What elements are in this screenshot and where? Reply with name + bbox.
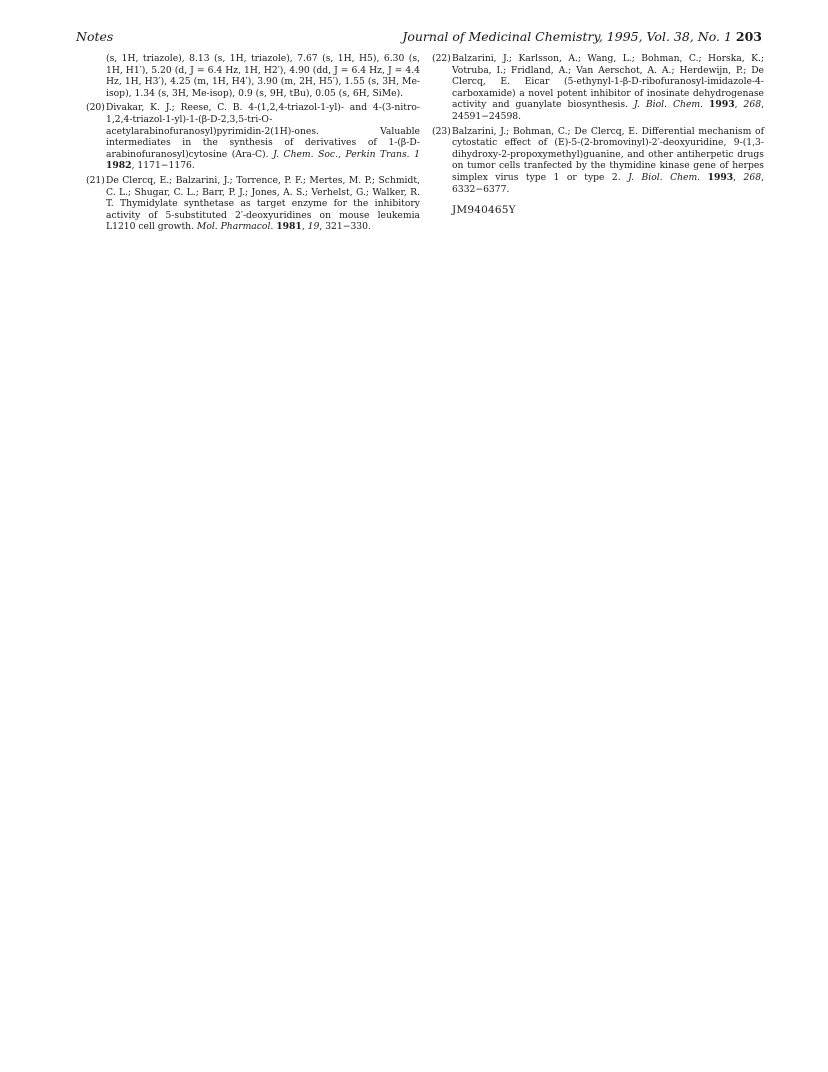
running-header <box>76 29 762 45</box>
reference-volume: 268 <box>743 99 762 111</box>
reference-journal: J. Chem. Soc., Perkin Trans. 1 <box>273 148 420 160</box>
reference-number: (20) <box>86 102 105 114</box>
reference-number: (22) <box>432 53 451 64</box>
reference-year: 1993 <box>709 99 735 111</box>
reference-year: 1993 <box>707 171 734 183</box>
reference-22: (22) Balzarini, J.; Karlsson, A.; Wang, L.; Bohman, C.; Horska, K.; Votruba, I.; Fridland, A.; Van Aerschot, A. A.; Herdewijn, P.; De Clercq, E. Eicar (5-ethynyl-1-β-D-ribofuranosyl-imidazole-4-carboxamide) a novel potent inhibitor of inosinate dehydrogenase activity and guanylate biosynthesis. J. Biol. Chem. 1993, 268, 24591−24598. <box>432 53 765 122</box>
reference-21: (21) De Clercq, E.; Balzarini, J.; Torrence, P. F.; Mertes, M. P.; Schmidt, C. L.; Shugar, C. L.; Barr, P. J.; Jones, A. S.; Verhelst, G.; Walker, R. T. Thymidylate synthetase as target enzyme for the inhibitory activity of 5-substituted 2′-deoxyuridines on mouse leukemia L1210 cell growth. Mol. Pharmacol. 1981, 19, 321−330. <box>86 174 420 233</box>
section-label: Notes <box>76 29 114 44</box>
reference-text: (s, 1H, triazole), 8.13 (s, 1H, triazole), 7.67 (s, 1H, H5), 6.30 (s, 1H, H1′), 5.20 (d, J = 6.4 Hz, 1H, H2′), 4.90 (dd, J = 6.4 Hz, J = 4.4 Hz, 1H, H3′), 4.25 (m, 1H, H4′), 3.90 (m, 2H, H5′), 1.55 (s, 3H, Me-isop), 1.34 (s, 3H, Me-isop), 0.9 (s, 9H, tBu), 0.05 (s, 6H, SiMe). <box>106 53 420 99</box>
reference-year: 1981 <box>276 221 302 233</box>
right-column <box>432 53 764 217</box>
reference-pages: , 6332−6377. <box>452 171 764 195</box>
manuscript-id: JM940465Y <box>452 204 516 217</box>
reference-continuation <box>86 53 420 99</box>
reference-authors-title: Balzarini, J.; Bohman, C.; De Clercq, E. Differential mechanism of cytostatic effect of (E)-5-(2-bromovinyl)-2′-deoxyuridine, 9-(1,3-dihydroxy-2-propoxymethyl)guanine, and other antiherpetic drugs on tumor cells tranfected by the thymidine kinase gene of herpes simplex virus type 1 or type 2. <box>452 125 764 183</box>
reference-year: 1982 <box>106 160 132 172</box>
reference-authors-title: Balzarini, J.; Karlsson, A.; Wang, L.; Bohman, C.; Horska, K.; Votruba, I.; Fridland, A.; Van Aerschot, A. A.; Herdewijn, P.; De Clercq, E. Eicar (5-ethynyl-1-β-D-ribofuranosyl-imidazole-4-carboxamide) a novel potent inhibitor of inosinate dehydrogenase activity and guanylate biosynthesis. <box>452 53 764 111</box>
journal-name: Journal of Medicinal Chemistry, 1995, Vol. 38, No. 1 <box>402 29 732 44</box>
reference-volume: 19 <box>307 221 320 233</box>
reference-authors-title: De Clercq, E.; Balzarini, J.; Torrence, P. F.; Mertes, M. P.; Schmidt, C. L.; Shugar, C. L.; Barr, P. J.; Jones, A. S.; Verhelst, G.; Walker, R. T. Thymidylate synthetase as target enzyme for the inhibitory activity of 5-substituted 2′-deoxyuridines on mouse leukemia L1210 cell growth. <box>106 174 420 233</box>
reference-number: (23) <box>432 125 451 137</box>
reference-pages: , 1171−1176. <box>131 160 195 172</box>
reference-pages: , 321−330. <box>319 221 371 233</box>
journal-citation <box>402 29 762 44</box>
page-number: 203 <box>735 29 762 44</box>
reference-volume: 268 <box>743 171 762 183</box>
reference-journal: J. Biol. Chem. <box>634 99 704 111</box>
reference-pages: , 24591−24598. <box>452 99 765 122</box>
reference-number: (21) <box>86 174 105 186</box>
reference-authors-title: Divakar, K. J.; Reese, C. B. 4-(1,2,4-triazol-1-yl)- and 4-(3-nitro-1,2,4-triazol-1-yl)-1-(β-D-2,3,5-tri-O-acetylarabinofuranosyl)pyrimidin-2(1H)-ones. Valuable intermediates in the synthesis of derivatives of 1-(β-D-arabinofuranosyl)cytosine (Ara-C). <box>106 102 420 160</box>
left-column <box>86 53 420 236</box>
reference-journal: J. Biol. Chem. <box>628 171 701 183</box>
reference-journal: Mol. Pharmacol. <box>196 221 274 233</box>
reference-20 <box>86 102 420 172</box>
reference-23: (23) Balzarini, J.; Bohman, C.; De Clercq, E. Differential mechanism of cytostatic effect of (E)-5-(2-bromovinyl)-2′-deoxyuridine, 9-(1,3-dihydroxy-2-propoxymethyl)guanine, and other antiherpetic drugs on tumor cells tranfected by the thymidine kinase gene of herpes simplex virus type 1 or type 2. J. Biol. Chem. 1993, 268, 6332−6377. <box>432 125 764 195</box>
